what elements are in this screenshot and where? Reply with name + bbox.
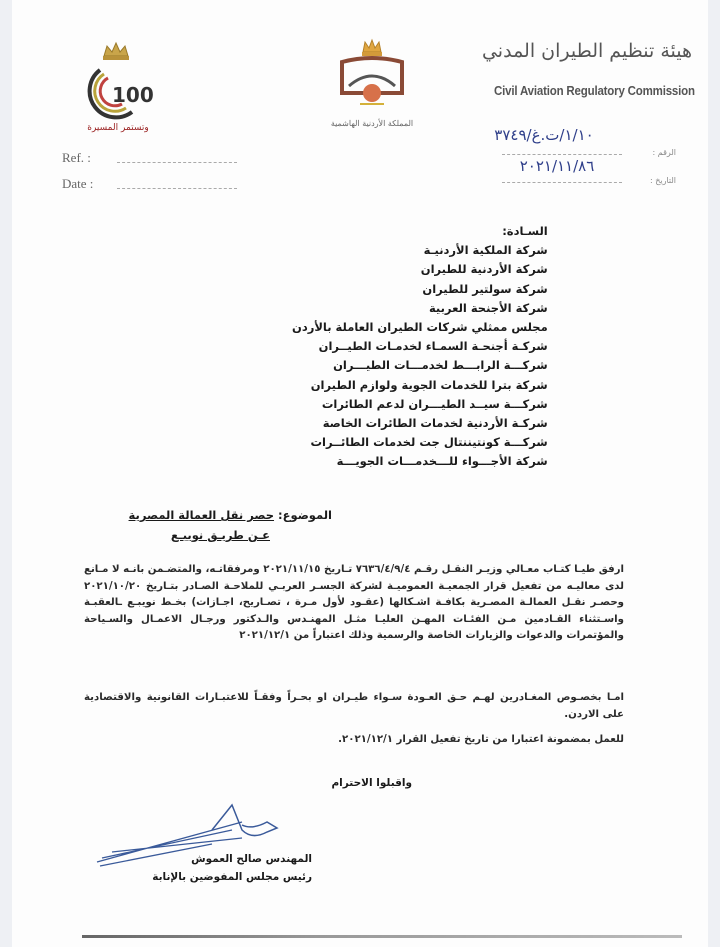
letter-page: [12, 0, 708, 947]
date-handwritten: ٢٠٢١/١١/٨٦: [519, 157, 595, 175]
salutation: السـادة:: [502, 224, 548, 238]
date-line: [117, 188, 237, 189]
ref-line-ar: [502, 154, 622, 155]
org-name-arabic: هيئة تنظيم الطيران المدني: [481, 40, 692, 62]
addressee: شركة الأردنية للطيران: [420, 262, 548, 277]
addressee: شركـة الأردنية لخدمات الطائرات الخاصة: [322, 416, 548, 431]
subject-line-2: عـن طريـق نويبـع: [170, 528, 270, 542]
ref-label-ar: الرقم :: [652, 148, 676, 157]
addressees-block: [92, 222, 642, 472]
ref-label: Ref. :: [62, 150, 91, 165]
addressee: شركة الملكية الأردنيـة: [423, 243, 548, 258]
ref-line: [117, 162, 237, 163]
date-line-ar: [502, 182, 622, 183]
org-name-english: Civil Aviation Regulatory Commission: [494, 84, 695, 98]
addressee: شركـــة الرابـــط لخدمـــات الطيـــران: [333, 358, 548, 373]
addressee: مجلس ممثلي شركات الطيران العاملة بالأردن: [292, 320, 548, 335]
royal-crest: [327, 38, 417, 138]
body-paragraph-3: للعمل بمضمونة اعتبارا من تاريخ تفعيل القرار ٢٠٢١/١٢/١.: [338, 734, 624, 745]
royal-crest-icon: [327, 38, 417, 138]
subject-label: الموضوع:: [278, 508, 332, 522]
signatory-block: [82, 850, 312, 886]
addressee: شركة سولتير للطيران: [422, 281, 548, 296]
signatory-title: رئيس مجلس المفوضين بالإنابة: [152, 871, 312, 883]
addressee: شركة الأجـــواء للـــخدمـــات الجويـــة: [336, 454, 548, 469]
signatory-name: المهندس صالح العموش: [191, 853, 312, 865]
addressee: شركة الأجنحة العربية: [428, 300, 548, 315]
subject-line-1: حصر نقل العمالة المصرية: [128, 508, 275, 522]
ref-number-handwritten: ١/١٠/ت.غ/٣٧٤٩: [494, 126, 594, 144]
footer-divider: [82, 935, 682, 938]
svg-text:وتستمر المسيرة: وتستمر المسيرة: [87, 123, 149, 133]
date-label-ar: التاريخ :: [649, 176, 676, 185]
svg-text:المملكة الأردنية الهاشمية: المملكة الأردنية الهاشمية: [330, 119, 414, 128]
addressee: شركـة أجنحـة السمـاء لخدمـات الطيــران: [318, 339, 548, 354]
centenary-logo: [74, 38, 164, 138]
addressee: شركة بترا للخدمات الجوية ولوازم الطيران: [310, 377, 548, 392]
closing-line: واقبلوا الاحترام: [331, 777, 412, 789]
svg-text:100: 100: [112, 83, 154, 107]
addressee: شركـــة كونتيننتال جت لخدمات الطائــرات: [310, 435, 548, 450]
addressee: شركـــة سيــد الطيـــران لدعم الطائرات: [321, 396, 548, 411]
body-paragraph-1: ارفق طيـا كتـاب معـالي وزيـر النقـل رقـم ٧٦٣٦/٤/٩/٤ تـاريخ ٢٠٢١/١١/١٥ ومرفقاتـه، والمتضـمن بانـه لا مـانع لدى معاليـه من تفعيل قرار الجمعيـة العموميـة لشركة الجسـر العربـي للملاحـة الصـادر بتـاريخ ٢٠٢١/١٠/٢٠ وحصـر نقـل العمالـة المصـرية بكافـة اشـكالها (عقـود لأول مـرة ، تصـاريح، اجـازات) بخـط نويبـع ـالعقبـة واسـتثناء القـادمين مـن الفئـات المهـن العليـا مثـل المهنـدس والـدكتور ورجـال الاعمـال والسـياحة والمؤتمرات والدعوات والزيارات الخاصة والرسمية وذلك اعتباراً من ٢٠٢١/١٢/١: [84, 564, 624, 641]
subject-block: [92, 505, 332, 545]
date-label: Date :: [62, 176, 94, 191]
body-paragraph-2: امـا بخصـوص المغـادرين لهـم حـق العـودة سـواء طيـران او بحـراً وفقـاً للاعتبـارات القانونية والاقتصادية على الاردن.: [84, 692, 624, 720]
centenary-emblem-icon: [74, 38, 164, 138]
